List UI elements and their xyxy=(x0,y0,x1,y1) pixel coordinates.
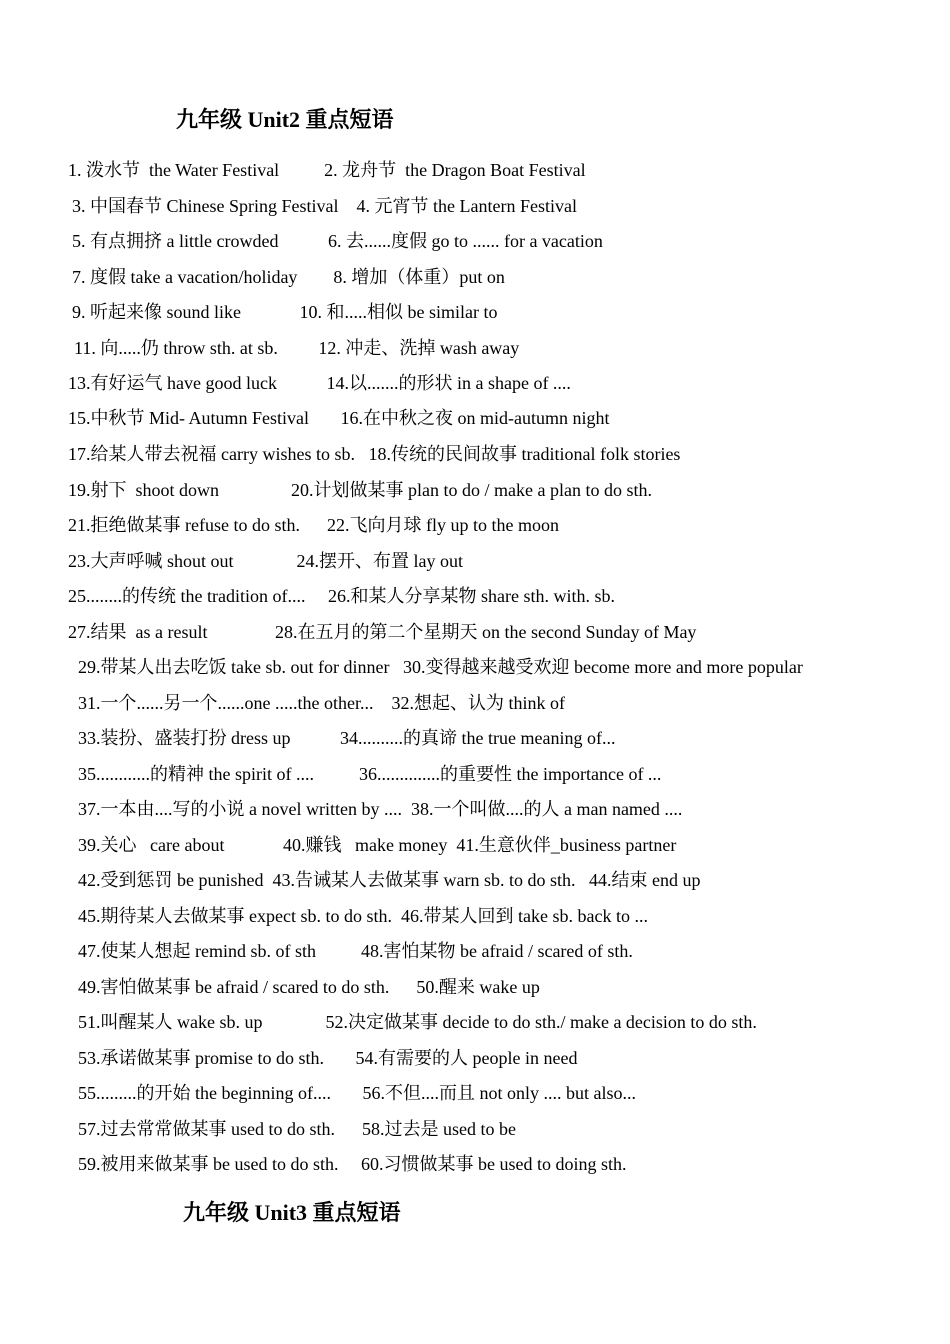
phrase-line: 11. 向.....仍 throw sth. at sb. 12. 冲走、洗掉 wash away xyxy=(74,338,520,358)
phrase-line: 39.关心 care about 40.赚钱 make money 41.生意伙伴_business partner xyxy=(78,835,677,855)
phrase-line: 35............的精神 the spirit of .... 36..............的重要性 the importance of ... xyxy=(78,764,662,784)
phrase-line: 45.期待某人去做某事 expect sb. to do sth. 46.带某人回到 take sb. back to ... xyxy=(78,906,648,926)
phrase-line: 19.射下 shoot down 20.计划做某事 plan to do / make a plan to do sth. xyxy=(68,480,652,500)
unit3-heading: 九年级 Unit3 重点短语 xyxy=(183,1200,401,1225)
phrase-line: 42.受到惩罚 be punished 43.告诫某人去做某事 warn sb. to do sth. 44.结束 end up xyxy=(78,870,701,890)
phrase-line: 1. 泼水节 the Water Festival 2. 龙舟节 the Dragon Boat Festival xyxy=(68,160,586,180)
phrase-line: 13.有好运气 have good luck 14.以.......的形状 in a shape of .... xyxy=(68,373,571,393)
phrase-line: 3. 中国春节 Chinese Spring Festival 4. 元宵节 the Lantern Festival xyxy=(72,196,577,216)
phrase-line: 51.叫醒某人 wake sb. up 52.决定做某事 decide to do sth./ make a decision to do sth. xyxy=(78,1012,757,1032)
phrase-line: 37.一本由....写的小说 a novel written by .... 38.一个叫做....的人 a man named .... xyxy=(78,799,683,819)
phrase-line: 55.........的开始 the beginning of.... 56.不但....而且 not only .... but also... xyxy=(78,1083,636,1103)
phrase-line: 5. 有点拥挤 a little crowded 6. 去......度假 go to ...... for a vacation xyxy=(72,231,603,251)
phrase-line: 33.装扮、盛装打扮 dress up 34..........的真谛 the true meaning of... xyxy=(78,728,616,748)
phrase-line: 57.过去常常做某事 used to do sth. 58.过去是 used to be xyxy=(78,1119,516,1139)
phrase-line: 7. 度假 take a vacation/holiday 8. 增加（体重）put on xyxy=(72,267,505,287)
phrase-line: 27.结果 as a result 28.在五月的第二个星期天 on the second Sunday of May xyxy=(68,622,697,642)
phrase-line: 49.害怕做某事 be afraid / scared to do sth. 50.醒来 wake up xyxy=(78,977,540,997)
phrase-line: 17.给某人带去祝福 carry wishes to sb. 18.传统的民间故事 traditional folk stories xyxy=(68,444,681,464)
phrase-line: 23.大声呼喊 shout out 24.摆开、布置 lay out xyxy=(68,551,463,571)
phrase-line: 47.使某人想起 remind sb. of sth 48.害怕某物 be afraid / scared of sth. xyxy=(78,941,633,961)
phrase-line: 29.带某人出去吃饭 take sb. out for dinner 30.变得越来越受欢迎 become more and more popular xyxy=(78,657,803,677)
phrase-line: 53.承诺做某事 promise to do sth. 54.有需要的人 people in need xyxy=(78,1048,578,1068)
phrase-line: 9. 听起来像 sound like 10. 和.....相似 be similar to xyxy=(72,302,498,322)
phrase-line: 59.被用来做某事 be used to do sth. 60.习惯做某事 be used to doing sth. xyxy=(78,1154,627,1174)
phrase-line: 21.拒绝做某事 refuse to do sth. 22.飞向月球 fly up to the moon xyxy=(68,515,559,535)
unit2-heading: 九年级 Unit2 重点短语 xyxy=(176,107,394,132)
phrase-line: 25........的传统 the tradition of.... 26.和某人分享某物 share sth. with. sb. xyxy=(68,586,615,606)
phrase-line: 31.一个......另一个......one .....the other... 32.想起、认为 think of xyxy=(78,693,565,713)
phrase-line: 15.中秋节 Mid- Autumn Festival 16.在中秋之夜 on mid-autumn night xyxy=(68,408,610,428)
